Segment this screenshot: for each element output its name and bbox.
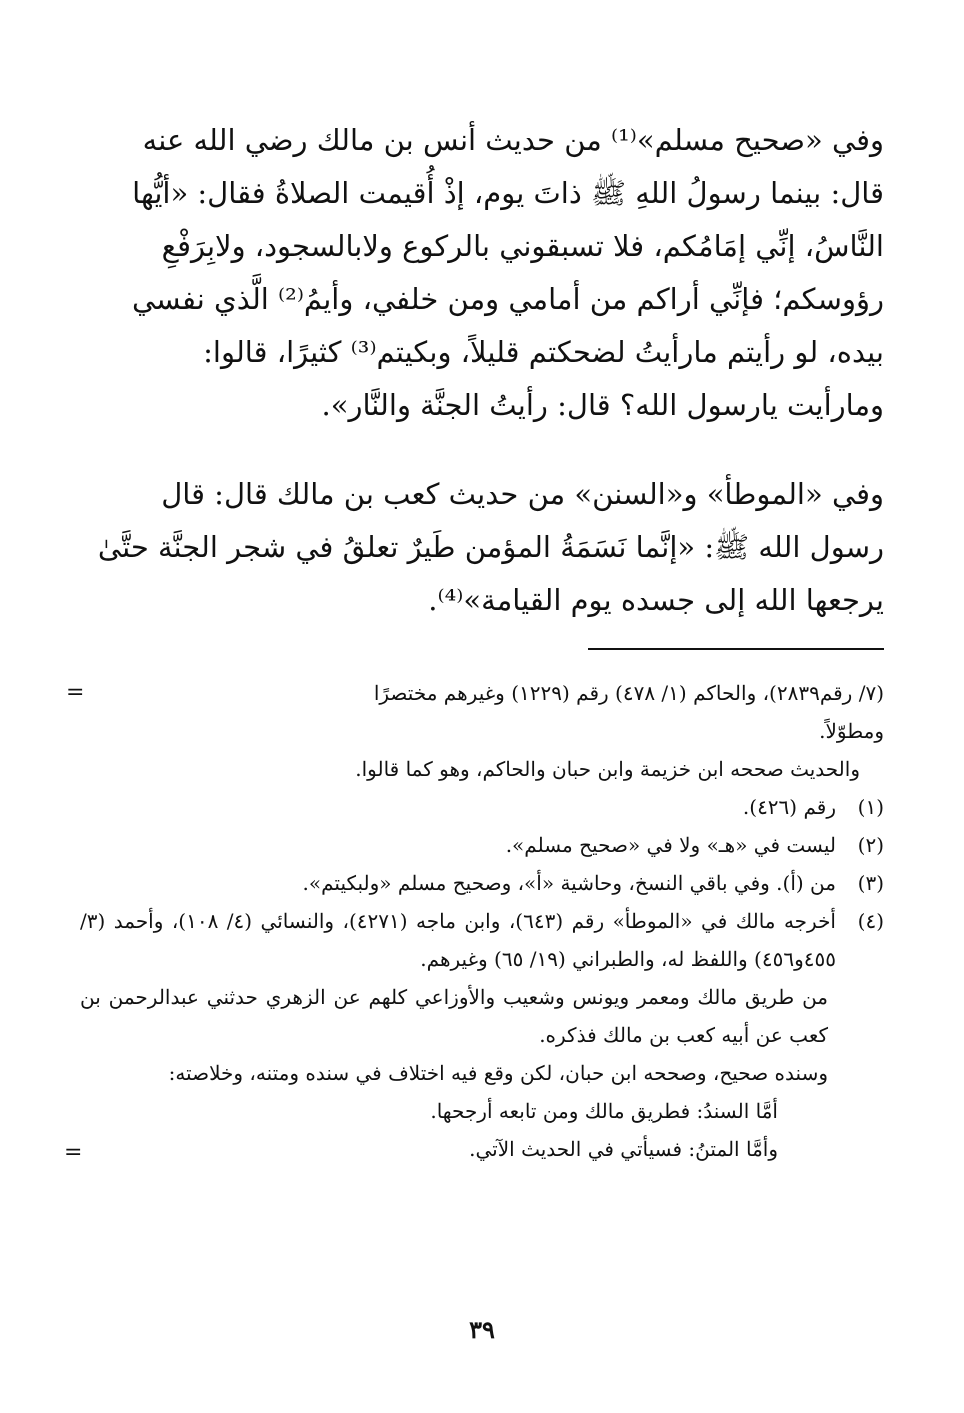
footnote-number: (٤) bbox=[857, 909, 884, 933]
footnotes bbox=[64, 674, 884, 1168]
main-paragraph-2 bbox=[80, 468, 884, 627]
page-number: ٣٩ bbox=[469, 1315, 495, 1344]
text-line: وفي «صحيح مسلم»⁽¹⁾ من حديث أنس بن مالك رضي الله عنه bbox=[142, 123, 884, 157]
footnote-text: من (أ). وفي باقي النسخ، وحاشية «أ»، وصحيح مسلم «ولبكيتم». bbox=[302, 871, 836, 895]
footnote-4 bbox=[80, 902, 884, 978]
footnote-2 bbox=[80, 826, 884, 864]
text-line: وفي «الموطأ» و«السنن» من حديث كعب بن مالك قال: قال bbox=[161, 477, 884, 511]
main-paragraph-1 bbox=[80, 114, 884, 432]
page bbox=[64, 100, 884, 1344]
footnote-number: (٣) bbox=[857, 871, 884, 895]
text-line: رسول الله ﷺ: «إنَّما نَسَمَةُ المؤمن طَيرٌ تعلقُ في شجر الجنَّة حتَّىٰ bbox=[97, 530, 884, 564]
footnote-continuation bbox=[66, 674, 884, 788]
text-line: يرجعها الله إلى جسده يوم القيامة»⁽⁴⁾. bbox=[428, 583, 884, 617]
footnote-number: (٢) bbox=[857, 833, 884, 857]
text-line: بيده، لو رأيتم مارأيتُ لضحكتم قليلاً، وبكيتم⁽³⁾ كثيرًا، قالوا: bbox=[203, 335, 884, 369]
footnote-line: ومطوّلاً. bbox=[819, 719, 884, 743]
footnote-subparagraph: من طريق مالك ومعمر ويونس وشعيب والأوزاعي كلهم عن الزهري حدثني عبدالرحمن بن كعب عن أبيه كعب بن مالك فذكره. bbox=[80, 985, 828, 1047]
footnote-text: رقم (٤٢٦). bbox=[742, 795, 836, 819]
footnote-number: (١) bbox=[857, 795, 884, 819]
footnote-last-line bbox=[64, 1130, 884, 1168]
text-line: قال: بينما رسولُ اللهِ ﷺ ذاتَ يوم، إذْ أُقيمت الصلاةُ فقال: «أيُّها bbox=[132, 176, 884, 210]
continuation-mark-end: = bbox=[64, 1140, 83, 1165]
footnote-3 bbox=[80, 864, 884, 902]
footnote-subparagraph: أمَّا السندُ: فطريق مالك ومن تابعه أرجحها. bbox=[430, 1099, 778, 1123]
footnote-subparagraph: وأمَّا المتنُ: فسيأتي في الحديث الآتي. bbox=[469, 1137, 778, 1161]
text-line: النَّاسُ، إنِّي إمَامُكم، فلا تسبقوني بالركوع ولابالسجود، ولابِرَفْعِ bbox=[161, 229, 884, 263]
footnote-subparagraph: وسنده صحيح، وصححه ابن حبان، لكن وقع فيه اختلاف في سنده ومتنه، وخلاصته: bbox=[168, 1061, 828, 1085]
footnote-line: (٧/ رقم٢٨٣٩)، والحاكم (١/ ٤٧٨) رقم (١٢٢٩) وغيرهم مختصرًا bbox=[373, 681, 884, 705]
text-line: رؤوسكم؛ فإنِّي أراكم من أمامي ومن خلفي، وأيمُ⁽²⁾ الَّذي نفسي bbox=[132, 282, 884, 316]
footnote-separator bbox=[588, 648, 884, 650]
footnote-text: ليست في «هـ» ولا في «صحيح مسلم». bbox=[505, 833, 836, 857]
text-line: ومارأيت يارسول الله؟ قال: رأيتُ الجنَّة والنَّار». bbox=[321, 388, 884, 422]
continuation-mark: = bbox=[66, 680, 85, 705]
footnote-text: أخرجه مالك في «الموطأ» رقم (٦٤٣)، وابن ماجه (٤٢٧١)، والنسائي (٤/ ١٠٨)، وأحمد (٣/ ٤٥٥و٤٥٦) واللفظ له، والطبراني (١٩/ ٦٥) وغيرهم. bbox=[80, 909, 836, 971]
footnote-line: والحديث صححه ابن خزيمة وابن حبان والحاكم، وهو كما قالوا. bbox=[355, 757, 860, 781]
footnote-1 bbox=[80, 788, 884, 826]
